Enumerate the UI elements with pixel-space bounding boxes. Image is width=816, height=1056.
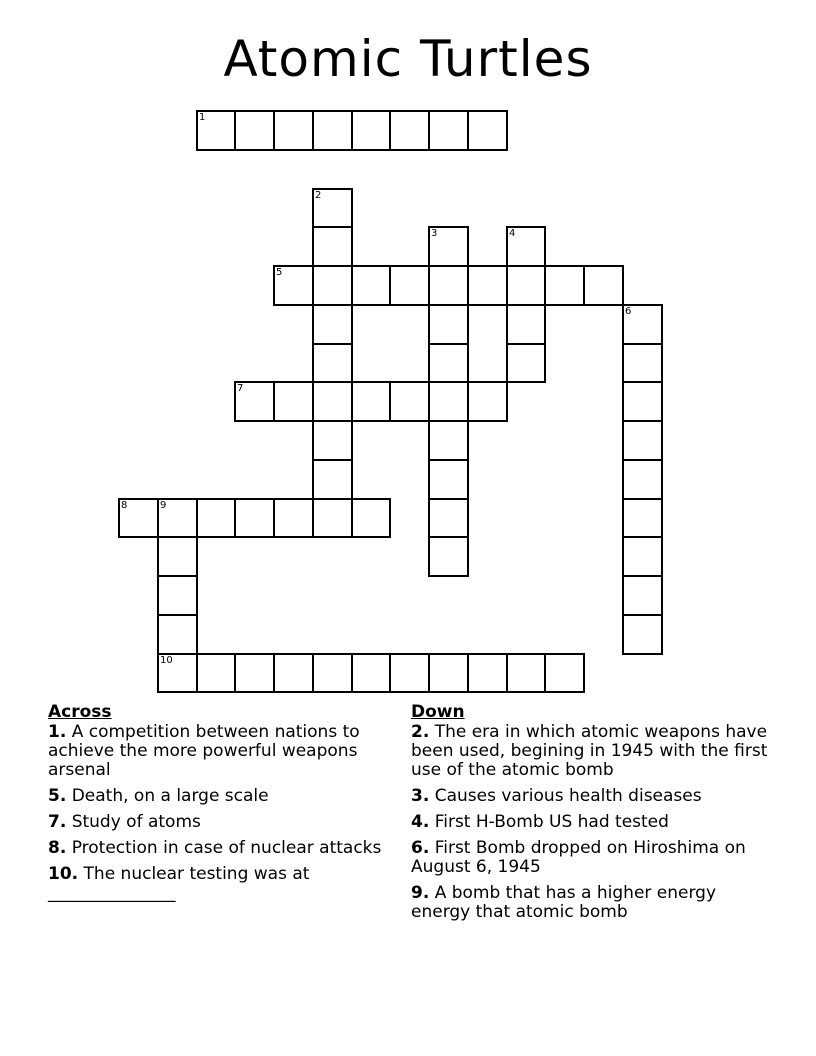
clue-text: Causes various health diseases (429, 786, 702, 806)
grid-cell[interactable] (312, 226, 353, 267)
grid-cell[interactable] (273, 653, 314, 693)
grid-cell[interactable] (622, 536, 663, 577)
clue-text: First H-Bomb US had tested (429, 812, 669, 832)
across-clue (48, 813, 408, 832)
grid-cell[interactable] (312, 265, 353, 306)
clue-number: 5. (48, 786, 67, 806)
grid-cell[interactable] (467, 265, 508, 306)
clue-number: 8. (48, 838, 67, 858)
grid-cell[interactable] (428, 381, 469, 422)
grid-cell[interactable] (506, 226, 546, 267)
grid-cell[interactable] (312, 653, 353, 693)
clue-number: 4. (411, 812, 430, 832)
clue-number: 7. (48, 812, 67, 832)
grid-cell[interactable] (428, 110, 469, 151)
grid-cell[interactable] (157, 614, 198, 655)
clue-text: First Bomb dropped on Hiroshima on August 6, 1945 (411, 838, 746, 877)
grid-cell[interactable] (428, 343, 469, 383)
grid-cell[interactable] (312, 110, 353, 151)
grid-cell[interactable] (196, 110, 236, 151)
grid-cell[interactable] (312, 188, 353, 228)
grid-cell[interactable] (467, 653, 508, 693)
down-clue (411, 787, 771, 806)
clue-number: 10. (48, 864, 79, 884)
cell-number: 8 (121, 500, 128, 511)
clue-text: A competition between nations to achieve the more powerful weapons arsenal (48, 722, 360, 780)
grid-cell[interactable] (273, 110, 314, 151)
grid-cell[interactable] (622, 304, 663, 345)
grid-cell[interactable] (312, 343, 353, 383)
clue-number: 9. (411, 883, 430, 903)
across-clue-list (48, 723, 408, 903)
grid-cell[interactable] (351, 653, 391, 693)
grid-cell[interactable] (234, 381, 275, 422)
grid-cell[interactable] (583, 265, 624, 306)
cell-number: 4 (509, 228, 516, 239)
grid-cell[interactable] (467, 110, 508, 151)
across-heading: Across (48, 702, 112, 722)
grid-cell[interactable] (622, 343, 663, 383)
across-clue (48, 723, 408, 780)
grid-cell[interactable] (273, 265, 314, 306)
grid-cell[interactable] (428, 265, 469, 306)
clue-text: The era in which atomic weapons have been used, begining in 1945 with the first use of the atomic bomb (411, 722, 768, 780)
down-clues (411, 703, 771, 929)
clue-text: A bomb that has a higher energy energy that atomic bomb (411, 883, 717, 922)
grid-cell[interactable] (622, 614, 663, 655)
grid-cell[interactable] (157, 575, 198, 616)
grid-cell[interactable] (157, 536, 198, 577)
across-clues (48, 703, 408, 910)
grid-cell[interactable] (196, 653, 236, 693)
clue-text: Study of atoms (66, 812, 201, 832)
grid-cell[interactable] (544, 265, 585, 306)
grid-cell[interactable] (506, 343, 546, 383)
cell-number: 7 (237, 383, 244, 394)
clue-number: 2. (411, 722, 430, 742)
cell-number: 2 (315, 190, 322, 201)
cell-number: 9 (160, 500, 167, 511)
grid-cell[interactable] (351, 498, 391, 538)
down-clue (411, 884, 771, 922)
grid-cell[interactable] (389, 653, 430, 693)
down-clue (411, 839, 771, 877)
grid-cell[interactable] (234, 110, 275, 151)
clue-text: Death, on a large scale (66, 786, 269, 806)
grid-cell[interactable] (234, 653, 275, 693)
clue-number: 6. (411, 838, 430, 858)
grid-cell[interactable] (312, 498, 353, 538)
grid-cell[interactable] (622, 575, 663, 616)
across-clue (48, 787, 408, 806)
grid-cell[interactable] (506, 653, 546, 693)
grid-cell[interactable] (157, 498, 198, 538)
grid-cell[interactable] (118, 498, 159, 538)
clue-text: The nuclear testing was at _______________ (48, 864, 310, 903)
across-clue (48, 839, 408, 858)
grid-cell[interactable] (273, 381, 314, 422)
grid-cell[interactable] (622, 420, 663, 461)
grid-cell[interactable] (389, 381, 430, 422)
grid-cell[interactable] (312, 381, 353, 422)
grid-cell[interactable] (389, 265, 430, 306)
grid-cell[interactable] (312, 420, 353, 461)
cell-number: 10 (160, 655, 173, 666)
grid-cell[interactable] (544, 653, 585, 693)
grid-cell[interactable] (428, 653, 469, 693)
grid-cell[interactable] (467, 381, 508, 422)
grid-cell[interactable] (351, 110, 391, 151)
grid-cell[interactable] (622, 498, 663, 538)
grid-cell[interactable] (428, 498, 469, 538)
cell-number: 6 (625, 306, 632, 317)
down-clue-list (411, 723, 771, 922)
grid-cell[interactable] (622, 459, 663, 500)
grid-cell[interactable] (196, 498, 236, 538)
grid-cell[interactable] (389, 110, 430, 151)
grid-cell[interactable] (428, 420, 469, 461)
clue-number: 1. (48, 722, 67, 742)
down-heading: Down (411, 702, 465, 722)
across-clue (48, 865, 408, 903)
down-clue (411, 813, 771, 832)
grid-cell[interactable] (622, 381, 663, 422)
grid-cell[interactable] (428, 459, 469, 500)
cell-number: 3 (431, 228, 438, 239)
clue-number: 3. (411, 786, 430, 806)
grid-cell[interactable] (312, 459, 353, 500)
grid-cell[interactable] (428, 304, 469, 345)
grid-cell[interactable] (506, 304, 546, 345)
grid-cell[interactable] (157, 653, 198, 693)
grid-cell[interactable] (428, 536, 469, 577)
grid-cell[interactable] (234, 498, 275, 538)
grid-cell[interactable] (351, 381, 391, 422)
cell-number: 1 (199, 112, 206, 123)
grid-cell[interactable] (428, 226, 469, 267)
grid-cell[interactable] (312, 304, 353, 345)
cell-number: 5 (276, 267, 283, 278)
puzzle-title: Atomic Turtles (223, 30, 593, 88)
grid-cell[interactable] (506, 265, 546, 306)
grid-cell[interactable] (273, 498, 314, 538)
down-clue (411, 723, 771, 780)
clue-text: Protection in case of nuclear attacks (66, 838, 382, 858)
grid-cell[interactable] (351, 265, 391, 306)
